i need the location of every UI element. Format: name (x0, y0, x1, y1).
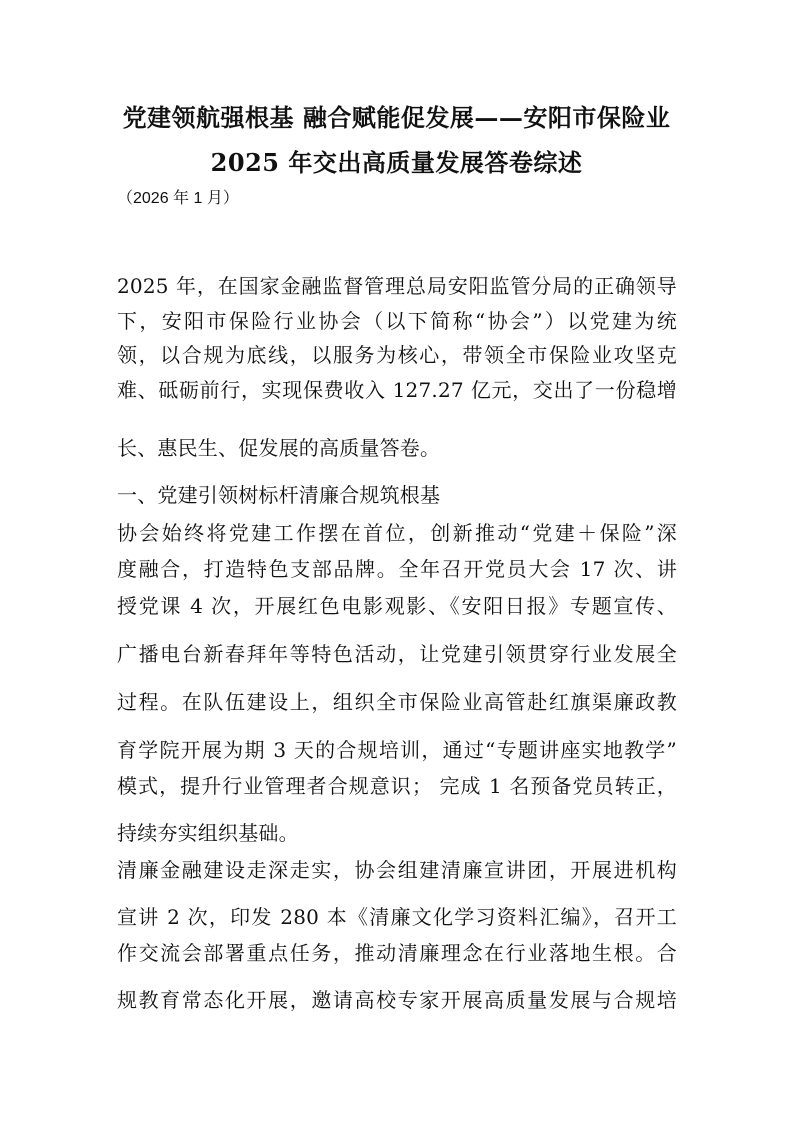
document-date: （2026 年 1 月） (117, 190, 239, 207)
document-title-line-1: 党建领航强根基 融合赋能促发展——安阳市保险业 (122, 103, 671, 132)
intro-line: 长、惠民生、促发展的高质量答卷。 (117, 436, 441, 460)
intro-line: 2025 年，在国家金融监督管理总局安阳监管分局的正确领导 (117, 274, 677, 298)
body-line: 广播电台新春拜年等特色活动，让党建引领贯穿行业发展全 (117, 642, 677, 666)
body-line: 持续夯实组织基础。 (117, 821, 299, 845)
intro-line: 领，以合规为底线，以服务为核心，带领全市保险业攻坚克 (117, 343, 677, 367)
intro-line: 下，安阳市保险行业协会（以下简称“协会”）以党建为统 (117, 309, 677, 333)
body-line: 宣讲 2 次，印发 280 本《清廉文化学习资料汇编》，召开工 (117, 905, 677, 929)
document-title-line-2: 2025 年交出高质量发展答卷综述 (210, 148, 583, 177)
body-line: 授党课 4 次，开展红色电影观影、《安阳日报》专题宣传、 (117, 594, 677, 618)
body-line: 过程。在队伍建设上，组织全市保险业高管赴红旗渠廉政教 (117, 690, 677, 714)
body-line: 模式，提升行业管理者合规意识； 完成 1 名预备党员转正， (117, 774, 677, 798)
body-line: 度融合，打造特色支部品牌。全年召开党员大会 17 次、讲 (117, 557, 677, 581)
body-line: 育学院开展为期 3 天的合规培训，通过“专题讲座实地教学” (117, 738, 677, 762)
section-heading: 一、党建引领树标杆清廉合规筑根基 (117, 483, 441, 507)
body-line: 作交流会部署重点任务，推动清廉理念在行业落地生根。合 (117, 941, 677, 965)
intro-line: 难、砥砺前行，实现保费收入 127.27 亿元，交出了一份稳增 (117, 378, 677, 402)
body-line: 协会始终将党建工作摆在首位，创新推动“党建＋保险”深 (117, 521, 677, 545)
body-line: 规教育常态化开展，邀请高校专家开展高质量发展与合规培 (117, 988, 677, 1012)
body-line: 清廉金融建设走深走实，协会组建清廉宣讲团，开展进机构 (117, 858, 677, 882)
